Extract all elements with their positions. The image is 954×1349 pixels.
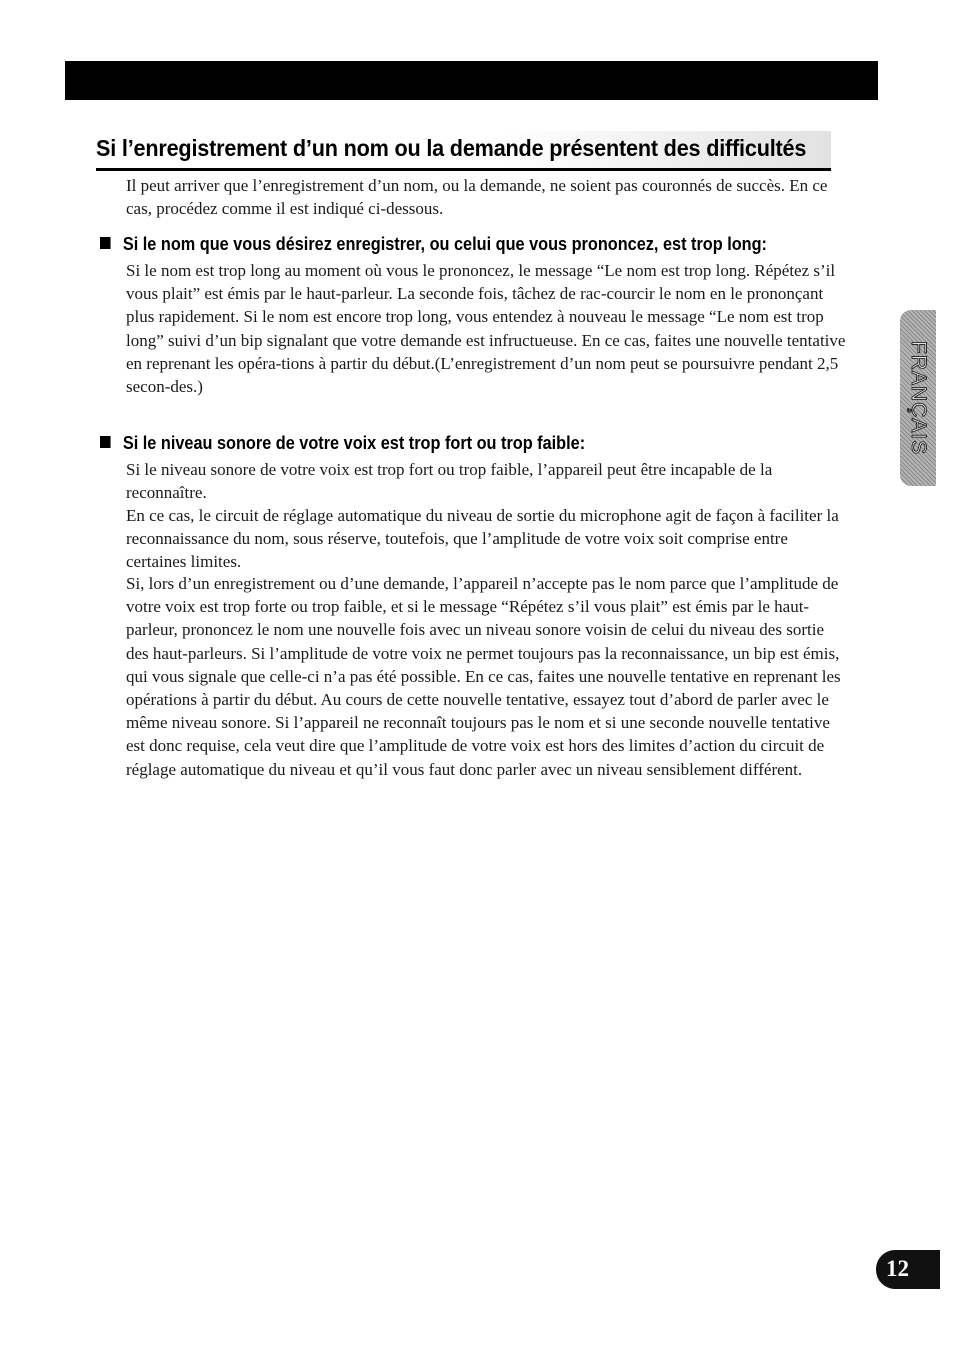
section-paragraph: Si, lors d’un enregistrement ou d’une demande, l’appareil n’accepte pas le nom parce que l’amplitude de votre voix est trop forte ou trop faible, et si le message “Répétez s’il vous plait” est émis par le haut-parleur, prononcez le nom une nouvelle fois avec un niveau sonore voisin de celui du niveau des sortie des haut-parleurs. Si l’amplitude de votre voix ne permet toujours pas la reconnaissance, un bip est émis, qui vous signale que celle-ci n’a pas été possible. En ce cas, faites une nouvelle tentative en reprenant les opérations à partir du début. Au cours de cette nouvelle tentative, essayez tout d’abord de parler avec le même niveau sonore. Si l’appareil ne reconnaît toujours pas le nom et si une seconde nouvelle tentative est donc requise, cela veut dire que l’amplitude de votre voix est hors des limites d’action du circuit de réglage automatique du niveau et qu’il vous faut donc parler avec un niveau sensiblement différent. — [126, 574, 841, 779]
page-title: Si l’enregistrement d’un nom ou la demande présentent des difficultés — [96, 131, 831, 171]
section-heading-text: Si le niveau sonore de votre voix est trop fort ou trop faible: — [122, 432, 586, 453]
section-heading-voice-level — [100, 431, 804, 455]
square-bullet-icon — [100, 237, 111, 249]
language-side-tab — [900, 310, 936, 486]
section-paragraph: Si le niveau sonore de votre voix est trop fort ou trop faible, l’appareil peut être incapable de la reconnaître. — [126, 460, 773, 503]
header-bar — [65, 61, 878, 100]
intro-paragraph: Il peut arriver que l’enregistrement d’un nom, ou la demande, ne soient pas couronnés de succès. En ce cas, procédez comme il est indiqué ci-dessous. — [126, 176, 828, 219]
section-heading-text: Si le nom que vous désirez enregistrer, ou celui que vous prononcez, est trop long: — [122, 233, 767, 254]
section-heading-name-too-long — [100, 232, 804, 256]
page-number: 12 — [886, 1256, 909, 1281]
page-number-badge — [876, 1250, 940, 1289]
language-tab-label: FRANÇAIS — [907, 340, 930, 456]
section-paragraph: Si le nom est trop long au moment où vous le prononcez, le message “Le nom est trop long. Répétez s’il vous plait” est émis par le haut-parleur. La seconde fois, tâchez de rac-courcir le nom en le prononçant plus rapidement. Si le nom est encore trop long, vous entendez à nouveau le message “Le nom est trop long” suivi d’un bip signalant que votre demande est infructueuse. En ce cas, faites une nouvelle tentative en reprenant les opéra-tions à partir du début.(L’enregistrement d’un nom peut se poursuivre pendant 2,5 secon-des.) — [126, 261, 846, 397]
section-paragraph: En ce cas, le circuit de réglage automatique du niveau de sortie du microphone agit de façon à faciliter la reconnaissance du nom, sous réserve, toutefois, que l’amplitude de votre voix soit comprise entre certaines limites. — [126, 506, 839, 572]
square-bullet-icon — [100, 436, 111, 448]
